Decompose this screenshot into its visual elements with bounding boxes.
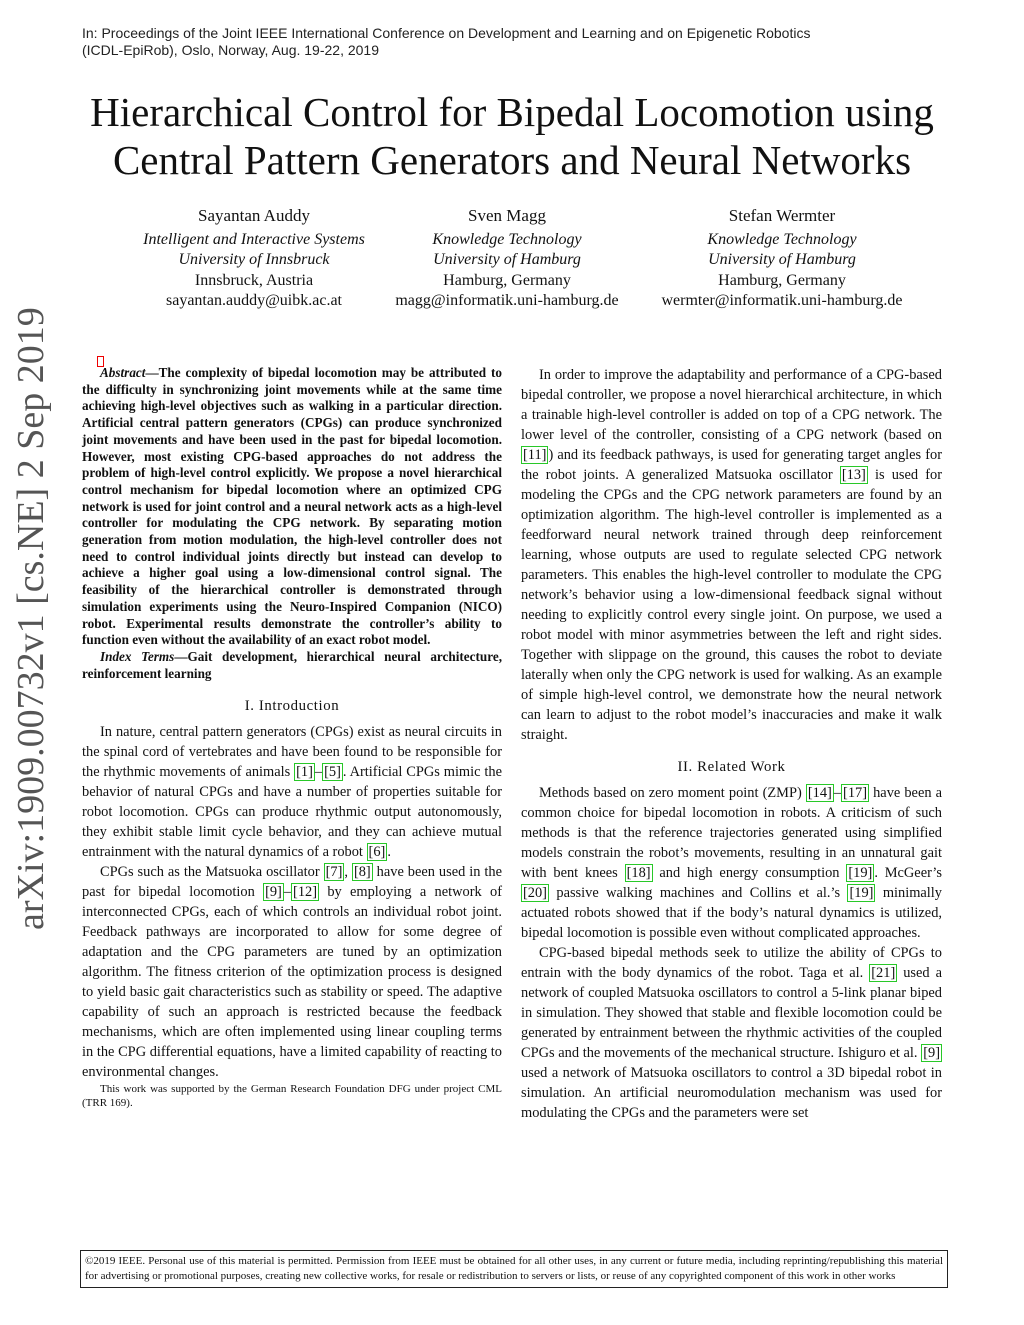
text-run: In nature, central pattern generators (CPGs) exist as neural circuits in the spinal cord of vertebrates and have been found to be responsible for the rhythmic movements of animals (82, 724, 502, 781)
index-terms (82, 649, 502, 682)
related-paragraph-2 (521, 943, 942, 1123)
author-university: University of Hamburg (433, 251, 581, 268)
citation-link[interactable]: [12] (293, 884, 318, 901)
citation-link[interactable]: [13] (841, 467, 866, 483)
paper-title-line-2: Central Pattern Generators and Neural Networks (112, 137, 912, 183)
abstract-text: —The complexity of bipedal locomotion may be attributed to the difficulty in synchronizing joint movements while at the same time achieving high-level objectives such as walking in a particular direction. Artificial central pattern generators (CPGs) can produce synchronized joint movements and have been used in the past for bipedal locomotion. However, most existing CPG-based approaches do not address the problem of high-level control explicitly. We propose a novel hierarchical control mechanism for bipedal locomotion where an optimized CPG network is used for joint control and a neural network acts as a high-level controller for modulating the CPG network. By separating motion generation from motion modulation, the high-level controller does not need to control individual joints directly but instead can develop to achieve a higher goal using a low-dimensional control signal. The feasibility of the hierarchical controller is demonstrated through simulation experiments using the Neuro-Inspired Companion (NICO) robot. Experimental results demonstrate the controller’s ability to function even without the availability of an exact robot model. (82, 365, 502, 648)
text-run: used a network of coupled Matsuoka oscillators to control a 5-link planar biped in simulation. They showed that stable and flexible locomotion could be generated by entrainment between the rhythmic activities of the coupled CPGs and the movements of the mechanical structure. Ishiguro et al. (521, 965, 942, 1061)
citation-link[interactable]: [5] (324, 764, 341, 781)
index-terms-label: Index Terms (100, 648, 175, 664)
citation-link[interactable]: [19] (848, 865, 873, 881)
section-heading-introduction: I. Introduction (244, 698, 340, 715)
text-run: Methods based on zero moment point (ZMP) (539, 785, 806, 801)
author-block-3 (632, 206, 932, 312)
author-name: Sayantan Auddy (198, 206, 310, 225)
citation-link[interactable]: [8] (353, 864, 371, 881)
intro-paragraph-3 (521, 365, 942, 745)
author-location: Hamburg, Germany (718, 271, 846, 289)
citation-link[interactable]: [18] (626, 865, 651, 881)
text-run: passive walking machines and Collins et al.’s (548, 885, 848, 901)
text-run: In order to improve the adaptability and performance of a CPG-based bipedal controller, we propose a novel hierarchical architecture, in which a trainable high-level controller is added on top of a CPG network. The lower level of the controller, consisting of a CPG network (based on (521, 367, 942, 443)
conference-header-line-2: (ICDL-EpiRob), Oslo, Norway, Aug. 19-22, 2019 (82, 42, 379, 58)
text-run: have been used in the past for bipedal locomotion (82, 864, 502, 901)
text-run: have been a common choice for bipedal locomotion in robots. A criticism of such methods is that the reference trajectories generated using simplified models constrain the robot’s movements, resulting in an unnatural gait with bent knees (521, 785, 943, 881)
text-run: – (833, 785, 842, 801)
citation-link[interactable]: [11] (523, 447, 547, 463)
author-department: Knowledge Technology (432, 230, 582, 248)
author-location: Hamburg, Germany (443, 271, 571, 289)
related-paragraph-1 (521, 783, 942, 943)
funding-footnote: This work was supported by the German Research Foundation DFG under project CML (TRR 169). (82, 1083, 502, 1110)
text-run: used a network of Matsuoka oscillators to control a 3D bipedal robot in simulation. An artificial neuromodulation mechanism was used for modulating the CPGs and the parameters were set (521, 1065, 942, 1121)
index-terms-text: —Gait development, hierarchical neural architecture, reinforcement learning (82, 648, 502, 681)
author-email[interactable]: sayantan.auddy@uibk.ac.at (165, 292, 342, 309)
paper-title-line-1: Hierarchical Control for Bipedal Locomotion using (90, 89, 934, 135)
author-department: Knowledge Technology (707, 230, 857, 248)
copyright-notice: ©2019 IEEE. Personal use of this material is permitted. Permission from IEEE must be obtained for all other uses, in any current or future media, including reprinting/republishing this material for advertising or promotional purposes, creating new collective works, for resale or redistribution to servers or lists, or reuse of any copyrighted component of this work in other works (80, 1250, 948, 1288)
author-department: Intelligent and Interactive Systems (143, 230, 365, 248)
intro-paragraph-2 (82, 862, 502, 1082)
citation-link[interactable]: [17] (843, 785, 868, 801)
citation-link[interactable]: [20] (523, 885, 547, 901)
author-name: Stefan Wermter (728, 206, 836, 225)
citation-link[interactable]: [6] (368, 844, 386, 861)
text-run: . (387, 844, 391, 861)
text-run: minimally actuated robots showed that if the body’s natural dynamics is utilized, bipedal locomotion is possible even without complicated approaches. (521, 885, 942, 941)
conference-header-line-1: In: Proceedings of the Joint IEEE International Conference on Development and Learning and on Epigenetic Robotics (82, 25, 811, 41)
text-run: and high energy consumption (652, 865, 847, 881)
left-column (82, 365, 502, 1110)
citation-link[interactable]: [21] (871, 965, 896, 981)
text-run: – (314, 764, 323, 781)
author-name: Sven Magg (468, 206, 546, 225)
text-run: . Artificial CPGs mimic the behavior of natural CPGs and have a number of properties suitable for robot locomotion. CPGs can produce rhythmic output autonomously, they exhibit stable limit cycle behavior, and they can achieve mutual entrainment with the natural dynamics of a robot (82, 764, 502, 861)
author-university: University of Innsbruck (178, 251, 330, 268)
abstract-label: Abstract (100, 365, 146, 380)
right-column (521, 365, 942, 1123)
abstract (82, 365, 502, 649)
citation-link[interactable]: [14] (807, 785, 832, 801)
citation-link[interactable]: [9] (923, 1045, 940, 1061)
text-run: CPG-based bipedal methods seek to utilize the ability of CPGs to entrain with the body dynamics of the robot. Taga et al. (521, 945, 942, 981)
text-run: . McGeer’s (874, 865, 943, 881)
text-run: ) and its feedback pathways, is used for generating target angles for the robot joints. A generalized Matsuoka oscillator (521, 447, 942, 483)
citation-link[interactable]: [1] (296, 764, 313, 781)
citation-link[interactable]: [19] (849, 885, 874, 901)
section-heading-related-work: II. Related Work (677, 759, 786, 775)
text-run: , (344, 864, 352, 881)
author-location: Innsbruck, Austria (194, 271, 314, 289)
text-run: – (283, 884, 292, 901)
arxiv-identifier-stamp[interactable]: arXiv:1909.00732v1 [cs.NE] 2 Sep 2019 (10, 307, 52, 930)
text-run: CPGs such as the Matsuoka oscillator (100, 864, 324, 881)
author-block-2 (357, 206, 657, 312)
text-run: is used for modeling the CPGs and the CPG network parameters are found by an optimization algorithm. The high-level controller is implemented as a feedforward neural network trained through deep reinforcement learning, whose outputs are used to regulate selected CPG network parameters. This enables the high-level controller to modulate the CPG network’s behavior using a low-dimensional feedback signal without needing to explicitly control every single joint. On purpose, we used a robot model with minor asymmetries between the left and right sides. Together with slippage on the ground, this causes the robot to deviate laterally when only the CPG network is used for walking. As an example of simple high-level control, we demonstrate how the neural network can learn to adjust to the robot model’s inaccuracies and make it walk straight. (521, 467, 942, 743)
intro-paragraph-1 (82, 722, 502, 862)
author-email[interactable]: magg@informatik.uni-hamburg.de (395, 292, 619, 309)
citation-link[interactable]: [7] (325, 864, 343, 881)
text-run: by employing a network of interconnected CPGs, each of which controls an individual robot joint. Feedback pathways are incorporated to allow for some degree of adaptation and the CPG parameters are tuned by an optimization algorithm. The fitness criterion of the optimization process is designed to yield basic gait characteristics such as stability or speed. The adaptive capability of such an approach is restricted because the feedback mechanisms, which are often implemented using linear coupling terms in the CPG differential equations, have a limited capability of reacting to environmental changes. (82, 884, 502, 1081)
author-university: University of Hamburg (708, 251, 856, 268)
author-email[interactable]: wermter@informatik.uni-hamburg.de (661, 292, 903, 309)
citation-link[interactable]: [9] (265, 884, 282, 901)
